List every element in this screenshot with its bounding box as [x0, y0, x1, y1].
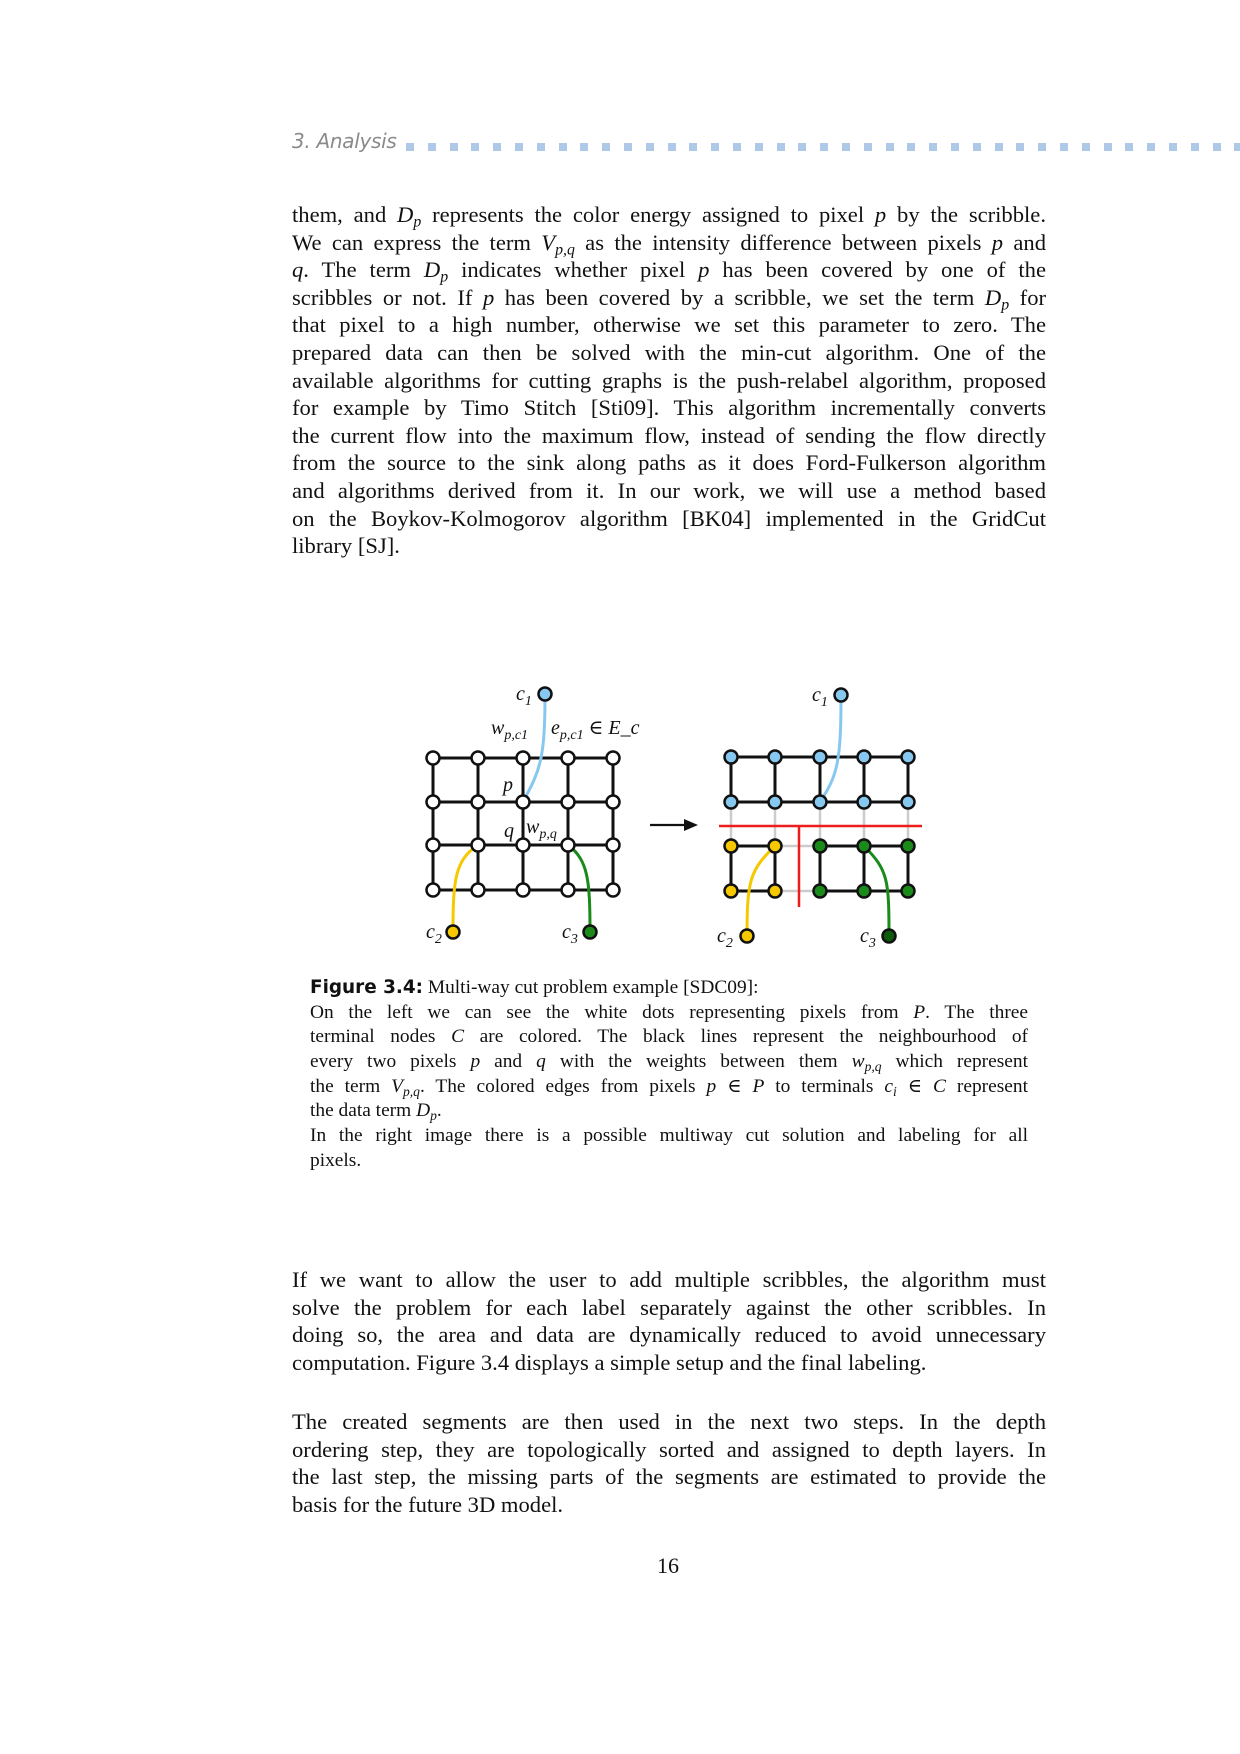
label-c1: $c_1$: [812, 684, 828, 710]
text-line: basis for the future 3D model.: [292, 1491, 564, 1517]
label-c2: $c_2$: [717, 925, 733, 951]
label-c1: $c_1$: [516, 683, 532, 709]
pixel-node: [472, 839, 485, 852]
header-dot: [689, 143, 697, 151]
text-line: available algorithms for cutting graphs is the push-relabel algorithm, proposed: [292, 367, 1046, 393]
header-dot: [602, 143, 610, 151]
header-dot: [1125, 143, 1133, 151]
header-dot: [515, 143, 523, 151]
header-dot: [1060, 143, 1068, 151]
label-w-p-q: $w_{p,q}$: [526, 816, 557, 842]
labeled-pixel-node: [769, 751, 782, 764]
labeled-pixel-node: [814, 751, 827, 764]
labeled-pixel-node: [902, 751, 915, 764]
multiway-cut-diagram: [360, 660, 1000, 960]
header-dot: [777, 143, 785, 151]
header-dot: [711, 143, 719, 151]
transform-arrow-head: [684, 819, 698, 831]
caption-line: In the right image there is a possible multiway cut solution and labeling for all: [310, 1125, 1028, 1147]
figure-3-4: [360, 660, 1000, 960]
header-dot: [1234, 143, 1240, 151]
caption-line: the data term $D_p$.: [310, 1100, 442, 1124]
label-w-p-c1: $w_{p,c1}$: [491, 717, 529, 743]
labeled-pixel-node: [902, 840, 915, 853]
caption-line: pixels.: [310, 1149, 362, 1171]
header-dot: [1104, 143, 1112, 151]
header-dot: [1213, 143, 1221, 151]
pixel-node: [607, 839, 620, 852]
terminal-node-c1: [835, 689, 848, 702]
text-line: them, and $D_p$ represents the color energy assigned to pixel p by the scribble.: [292, 202, 1046, 231]
text-line: the last step, the missing parts of the segments are estimated to provide the: [292, 1464, 1046, 1490]
header-dot: [1191, 143, 1199, 151]
header-dot: [580, 143, 588, 151]
header-dot: [886, 143, 894, 151]
text-line: We can express the term $V_{p,q}$ as the intensity difference between pixels p and: [292, 229, 1047, 259]
pixel-node: [472, 796, 485, 809]
labeled-pixel-node: [769, 840, 782, 853]
terminal-node-c1: [539, 688, 552, 701]
header-dot: [951, 143, 959, 151]
pixel-node: [517, 839, 530, 852]
terminal-edge-c1: [820, 695, 841, 802]
caption-title-line: Figure 3.4: Multi-way cut problem example [SDC09]:: [310, 977, 759, 998]
pixel-node: [427, 884, 440, 897]
header-dot: [733, 143, 741, 151]
header-dot: [493, 143, 501, 151]
text-line: that pixel to a high number, otherwise we set this parameter to zero. The: [292, 312, 1046, 338]
pixel-node: [517, 752, 530, 765]
labeled-pixel-node: [814, 796, 827, 809]
terminal-edge-c1: [523, 694, 545, 802]
text-line: library [SJ].: [292, 533, 400, 559]
labeled-pixel-node: [725, 840, 738, 853]
pixel-node: [472, 884, 485, 897]
page-number: 16: [657, 1553, 679, 1578]
header-dot: [929, 143, 937, 151]
pixel-node: [427, 752, 440, 765]
terminal-node-c3: [883, 930, 896, 943]
header-dot: [406, 143, 414, 151]
header-dot: [755, 143, 763, 151]
text-line: computation. Figure 3.4 displays a simple setup and the final labeling.: [292, 1349, 927, 1375]
pixel-node: [472, 752, 485, 765]
text-line: from the source to the sink along paths as it does Ford-Fulkerson algorithm: [292, 450, 1046, 476]
text-line: If we want to allow the user to add multiple scribbles, the algorithm must: [292, 1267, 1046, 1292]
labeled-pixel-node: [725, 751, 738, 764]
header-dot: [1082, 143, 1090, 151]
header-dot: [537, 143, 545, 151]
label-c2: $c_2$: [426, 921, 442, 947]
labeled-pixel-node: [769, 796, 782, 809]
pixel-node: [517, 796, 530, 809]
caption-line: On the left we can see the white dots representing pixels from P. The three: [310, 1001, 1028, 1023]
figure-label: Figure 3.4:: [310, 977, 424, 998]
pixel-node: [562, 839, 575, 852]
header-dot: [1016, 143, 1024, 151]
header-dot: [973, 143, 981, 151]
text-line: The created segments are then used in the next two steps. In the depth: [292, 1409, 1046, 1434]
header-dot: [820, 143, 828, 151]
labeled-pixel-node: [769, 885, 782, 898]
header-dot: [907, 143, 915, 151]
terminal-node-c3: [584, 926, 597, 939]
label-p: p: [503, 774, 513, 796]
labeled-pixel-node: [725, 885, 738, 898]
header-dot: [471, 143, 479, 151]
header-dot: [842, 143, 850, 151]
header-dot: [1147, 143, 1155, 151]
caption-line: the term $V_{p,q}$. The colored edges from pixels p ∈ P to terminals $c_i$ ∈ C represent: [310, 1075, 1028, 1099]
header-dot: [624, 143, 632, 151]
body-paragraph-2: [292, 1266, 1046, 1376]
labeled-pixel-node: [858, 885, 871, 898]
header-dot: [559, 143, 567, 151]
figure-caption: [310, 976, 1028, 1174]
pixel-node: [562, 884, 575, 897]
header-dot: [995, 143, 1003, 151]
text-line: q. The term $D_p$ indicates whether pixel p has been covered by one of the: [292, 257, 1046, 286]
text-line: and algorithms derived from it. In our work, we will use a method based: [292, 477, 1046, 503]
labeled-pixel-node: [725, 796, 738, 809]
text-line: the current flow into the maximum flow, instead of sending the flow directly: [292, 422, 1046, 448]
header-dot: [450, 143, 458, 151]
labeled-pixel-node: [858, 840, 871, 853]
header-dot: [646, 143, 654, 151]
pixel-node: [427, 796, 440, 809]
pixel-node: [607, 796, 620, 809]
header-dot: [1038, 143, 1046, 151]
pixel-node: [517, 884, 530, 897]
header-dot-rule: [406, 143, 1240, 151]
terminal-node-c2: [447, 926, 460, 939]
caption-line: terminal nodes C are colored. The black lines represent the neighbourhood of: [310, 1026, 1028, 1048]
header-dot: [668, 143, 676, 151]
labeled-pixel-node: [814, 885, 827, 898]
label-q: q: [504, 820, 514, 842]
text-line: ordering step, they are topologically sorted and assigned to depth layers. In: [292, 1436, 1046, 1462]
label-c3: $c_3$: [860, 925, 876, 951]
text-line: solve the problem for each label separately against the other scribbles. In: [292, 1294, 1046, 1320]
header-dot: [864, 143, 872, 151]
label-c3: $c_3$: [562, 921, 578, 947]
text-line: prepared data can then be solved with the min-cut algorithm. One of the: [292, 339, 1046, 365]
text-line: for example by Timo Stitch [Sti09]. This algorithm incrementally converts: [292, 395, 1046, 421]
text-line: doing so, the area and data are dynamically reduced to avoid unnecessary: [292, 1322, 1046, 1348]
labeled-pixel-node: [814, 840, 827, 853]
pixel-node: [427, 839, 440, 852]
labeled-pixel-node: [902, 885, 915, 898]
caption-line: every two pixels p and q with the weights between them $w_{p,q}$ which represent: [310, 1051, 1028, 1075]
header-dot: [1169, 143, 1177, 151]
labeled-pixel-node: [858, 751, 871, 764]
running-header: [292, 128, 1240, 156]
terminal-node-c2: [741, 930, 754, 943]
pixel-node: [562, 796, 575, 809]
label-e-p-c1: $e_{p,c1}$ ∈ E_c: [551, 717, 640, 743]
labeled-pixel-node: [902, 796, 915, 809]
pixel-node: [562, 752, 575, 765]
body-paragraph-3: [292, 1408, 1046, 1518]
pixel-node: [607, 884, 620, 897]
header-dot: [798, 143, 806, 151]
text-line: scribbles or not. If p has been covered by a scribble, we set the term $D_p$ for: [292, 284, 1047, 314]
chapter-title: 3. Analysis: [292, 129, 397, 153]
pixel-node: [607, 752, 620, 765]
body-paragraph-1: [292, 201, 1046, 560]
text-line: on the Boykov-Kolmogorov algorithm [BK04] implemented in the GridCut: [292, 505, 1046, 531]
header-dot: [428, 143, 436, 151]
labeled-pixel-node: [858, 796, 871, 809]
